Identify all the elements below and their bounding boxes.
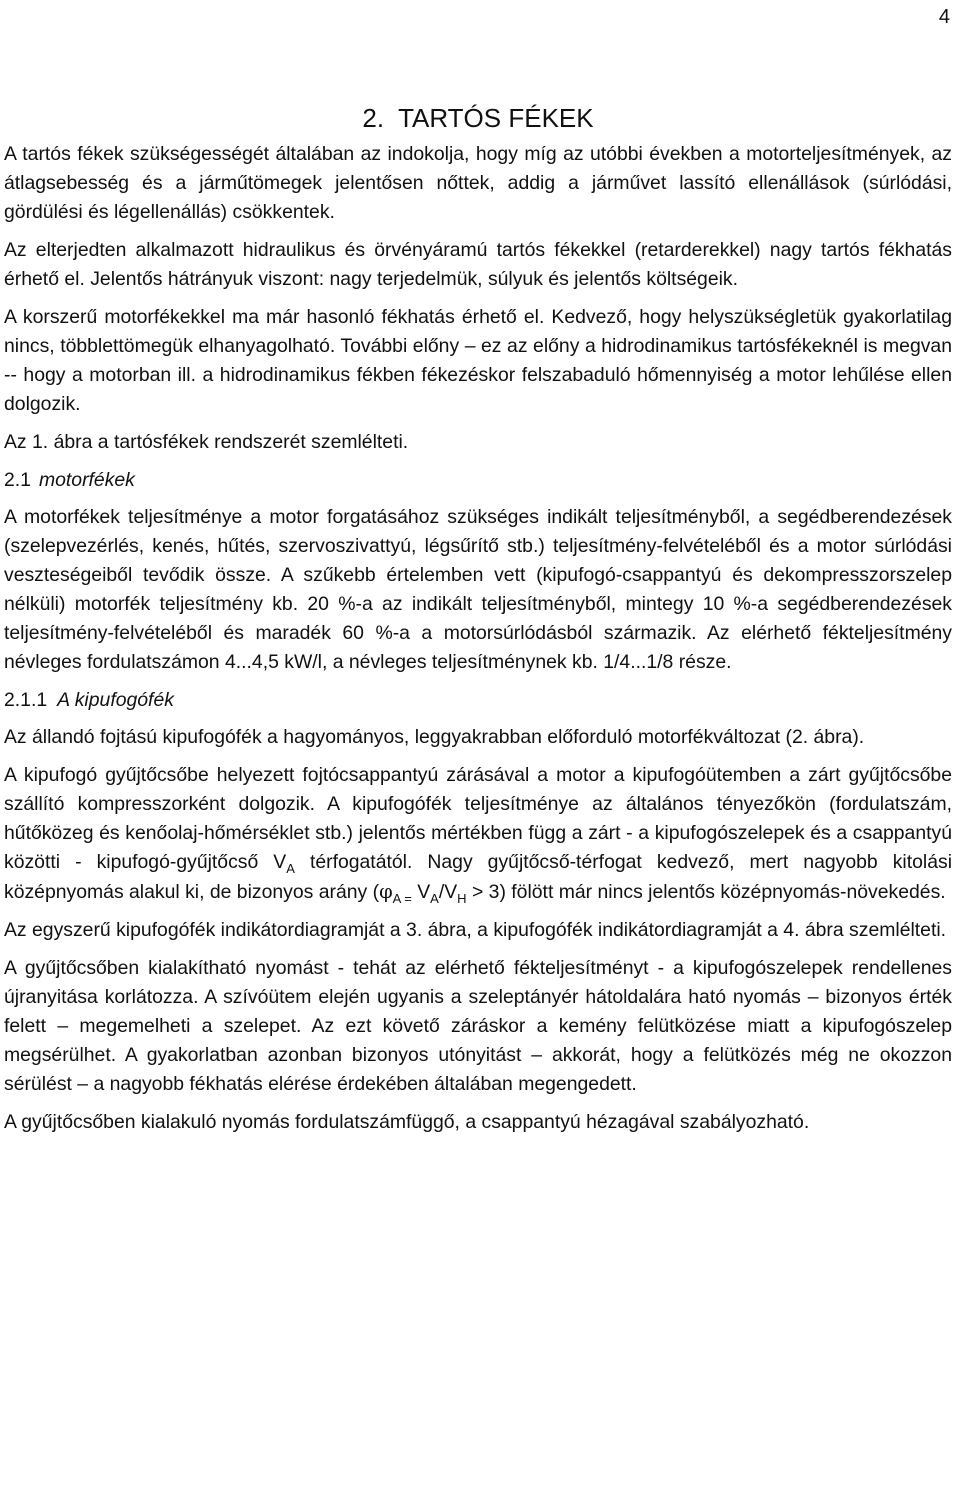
p2-subscript-va: A	[430, 890, 439, 906]
chapter-title-text: TARTÓS FÉKEK	[398, 103, 594, 133]
p2-text-2: térfogatától. Nagy gyűjtőcső-térfogat kedvező, mert nagyobb kitolási középnyomás alakul ki, de bizonyos arány (	[4, 851, 953, 903]
motorfek-paragraph: A motorfékek teljesítménye a motor forgatásához szükséges indikált teljesítményből, a segédberendezések (szelepvezérlés, kenés, hűtés, szervoszivattyú, légsűrítő stb.) teljesítmény-felvételéből és a motor súrlódási veszteségeiből tevődik össze. A szűkebb értelemben vett (kipufogó-csappantyú és dekompresszorszelep nélküli) motorfék teljesítmény kb. 20 %-a az indikált teljesítményből, mintegy 10 %-a segédberendezések teljesítmény-felvételéből és maradék 60 %-a a motorsúrlódásból származik. Az elérhető fékteljesítmény névleges fordulatszámon 4...4,5 kW/l, a névleges teljesítménynek kb. 1/4...1/8 része.	[4, 506, 952, 673]
p2-text-5: > 3) fölött már nincs jelentős középnyomás-növekedés.	[466, 881, 946, 903]
kipufogofek-paragraph-1: Az állandó fojtású kipufogófék a hagyományos, leggyakrabban előforduló motorfékváltozat (2. ábra).	[4, 726, 865, 748]
intro-paragraph-2: Az elterjedten alkalmazott hidraulikus és örvényáramú tartós fékekkel (retarderekkel) nagy tartós fékhatás érhető el. Jelentős hátrányuk viszont: nagy terjedelmük, súlyuk és jelentős költségeik.	[4, 239, 952, 290]
section-title: motorfékek	[38, 469, 135, 491]
p2-text-4: /V	[438, 881, 458, 903]
intro-paragraph-3: A korszerű motorfékekkel ma már hasonló fékhatás érhető el. Kedvező, hogy helyszükségletük gyakorlatilag nincs, többlettömegük elhanyagolható. További előny – ez az előny a hidrodinamikus tartósfékeknél is megvan -- hogy a motorban ill. a hidrodinamikus fékben fékezéskor felszabaduló hőmennyiség a motor lehűlése ellen dolgozik.	[4, 306, 952, 415]
section-number: 2.1	[4, 469, 31, 491]
kipufogofek-paragraph-5: A gyűjtőcsőben kialakuló nyomás fordulatszámfüggő, a csappantyú hézagával szabályozható.	[4, 1111, 810, 1133]
subsection-title: A kipufogófék	[57, 689, 174, 711]
p2-subscript-a: A	[286, 860, 295, 876]
p2-subscript-vh: H	[457, 890, 467, 906]
intro-paragraph-4: Az 1. ábra a tartósfékek rendszerét szemlélteti.	[4, 431, 409, 453]
page-number: 4	[938, 6, 950, 28]
p2-text-1: A kipufogó gyűjtőcsőbe helyezett fojtócsappantyú zárásával a motor a kipufogóütemben a zárt gyűjtőcsőbe szállító kompresszorként dolgozik. A kipufogófék teljesítménye az általános tényezőkön (fordulatszám, hűtőközeg és kenőolaj-hőmérséklet stb.) jelentős mértékben függ a zárt - a kipufogószelepek és a csappantyú közötti - kipufogó-gyűjtőcső V	[4, 764, 952, 873]
section-heading-2-1	[4, 466, 952, 495]
kipufogofek-paragraph-3: Az egyszerű kipufogófék indikátordiagramját a 3. ábra, a kipufogófék indikátordiagramját a 4. ábra szemlélteti.	[4, 919, 947, 941]
p2-subscript-phi: A =	[392, 890, 412, 906]
kipufogofek-paragraph-4: A gyűjtőcsőben kialakítható nyomást - tehát az elérhető fékteljesítményt - a kipufogószelepek rendellenes újranyitása korlátozza. A szívóütem elején ugyanis a szeleptányér hátoldalára ható nyomás – bizonyos érték felett – megemelheti a szelepet. Az ezt követő záráskor a kemény felütközése miatt a kipufogószelep megsérülhet. A gyakorlatban azonban bizonyos utónyitást – akkorát, hogy a felütközés még ne okozzon sérülést – a nagyobb fékhatás elérése érdekében általában megengedett.	[4, 957, 952, 1095]
chapter-number: 2.	[362, 103, 385, 133]
chapter-title	[4, 100, 952, 136]
kipufogofek-paragraph-2	[4, 761, 952, 907]
phi-symbol: φ	[379, 880, 393, 903]
intro-paragraph-1: A tartós fékek szükségességét általában az indokolja, hogy míg az utóbbi években a motorteljesítmények, az átlagsebesség és a járműtömegek jelentősen nőttek, addig a járművet lassító ellenállások (súrlódási, gördülési és légellenállás) csökkentek.	[4, 143, 952, 223]
p2-text-3: V	[411, 881, 431, 903]
page-content	[4, 100, 952, 1146]
subsection-number: 2.1.1	[4, 689, 48, 711]
subsection-heading-2-1-1	[4, 686, 952, 715]
